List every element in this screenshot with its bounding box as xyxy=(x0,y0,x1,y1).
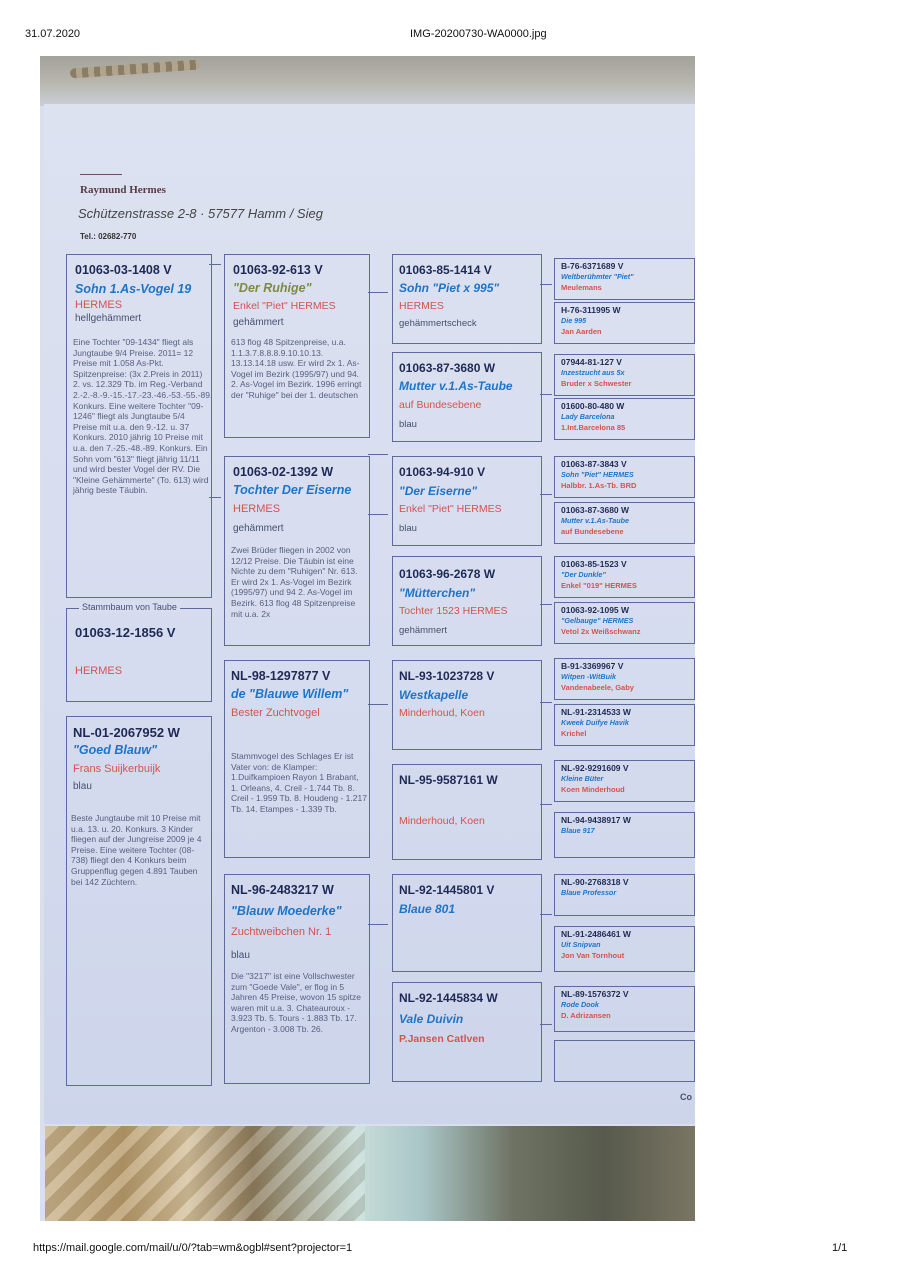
gg-box-15 xyxy=(554,986,695,1032)
gg-box-14 xyxy=(554,926,695,972)
father-father-owner: Enkel "Piet" HERMES xyxy=(233,300,336,312)
great-parent-box-5 xyxy=(392,660,542,750)
gg-box-12 xyxy=(554,812,695,858)
mother-mother-name: "Blauw Moederke" xyxy=(231,904,342,918)
father-father-ring: 01063-92-613 V xyxy=(233,263,323,277)
gg-box-13 xyxy=(554,874,695,916)
gg-ring: NL-91-2486461 W xyxy=(561,929,631,939)
father-father-name: "Der Ruhige" xyxy=(233,281,312,295)
print-date: 31.07.2020 xyxy=(25,28,81,40)
gg-line2: Kleine Büter xyxy=(561,774,604,783)
g4-owner: Tochter 1523 HERMES xyxy=(399,605,508,617)
gg-line2: Die 995 xyxy=(561,316,587,325)
gg-line3: Koen Minderhoud xyxy=(561,785,625,794)
gg-ring: B-76-6371689 V xyxy=(561,261,624,271)
gg-line3: Meulemans xyxy=(561,283,602,292)
g2-color: blau xyxy=(399,419,417,430)
gg-line2: Sohn "Piet" HERMES xyxy=(561,470,634,479)
subject-owner: HERMES xyxy=(75,665,123,677)
mother-color: blau xyxy=(73,781,92,792)
father-mother-color: gehämmert xyxy=(233,523,284,534)
mother-box xyxy=(66,716,212,1086)
g5-breeder: Minderhoud, Koen xyxy=(399,707,485,719)
subject-label: Stammbaum von Taube xyxy=(79,602,180,612)
gg-line2: Witpen -WitBuik xyxy=(561,672,616,681)
gg-line3: Krichel xyxy=(561,729,587,738)
print-page-number: 1/1 xyxy=(832,1242,848,1254)
gg-ring: 01063-87-3843 V xyxy=(561,459,627,469)
mother-father-box xyxy=(224,660,370,858)
connector-line xyxy=(368,514,388,515)
gg-box-4 xyxy=(554,398,695,440)
g5-name: Westkapelle xyxy=(399,688,469,702)
mother-mother-color: blau xyxy=(231,950,250,961)
gg-line3: Vetol 2x Weißschwanz xyxy=(561,627,641,636)
breeder-address: Schützenstrasse 2-8 · 57577 Hamm / Sieg xyxy=(78,206,323,221)
gg-line2: Mutter v.1.As-Taube xyxy=(561,516,630,525)
gg-ring: 07944-81-127 V xyxy=(561,357,622,367)
g1-ring: 01063-85-1414 V xyxy=(399,263,492,277)
great-parent-box-4 xyxy=(392,556,542,646)
father-box xyxy=(66,254,212,598)
mother-mother-note: Zuchtweibchen Nr. 1 xyxy=(231,926,332,938)
breeder-phone: Tel.: 02682-770 xyxy=(80,232,137,241)
father-mother-name: Tochter Der Eiserne xyxy=(233,483,352,497)
father-mother-box xyxy=(224,456,370,646)
father-father-description: 613 flog 48 Spitzenpreise, u.a. 1.1.3.7.8.8.8.9.10.10.13. 13.13.14.18 usw. Er wird 2x 1. As-Vogel im Bezirk (1995/97) und 94. 2. As-Vogel im Bezirk. 1996 erringt der "Ruhige" bei der 1. deutschen xyxy=(231,337,362,400)
g7-name: Blaue 801 xyxy=(399,902,456,916)
breeder-name: Raymund Hermes xyxy=(80,184,166,196)
father-ring: 01063-03-1408 V xyxy=(75,263,172,277)
father-owner: HERMES xyxy=(75,299,123,311)
pedigree-sheet xyxy=(44,104,695,1124)
gg-ring: NL-94-9438917 W xyxy=(561,815,631,825)
subject-box xyxy=(66,602,212,702)
gg-line2: Uit Snipvan xyxy=(561,940,601,949)
g4-ring: 01063-96-2678 W xyxy=(399,567,496,581)
gg-box-10 xyxy=(554,704,695,746)
connector-line xyxy=(368,704,388,705)
gg-ring: B-91-3369967 V xyxy=(561,661,624,671)
mother-father-name: de "Blauwe Willem" xyxy=(231,687,349,701)
g1-color: gehämmertscheck xyxy=(399,318,477,329)
g8-name: Vale Duivin xyxy=(399,1012,464,1026)
father-mother-ring: 01063-02-1392 W xyxy=(233,465,334,479)
subject-ring: 01063-12-1856 V xyxy=(75,625,176,640)
gg-line3: Enkel "019" HERMES xyxy=(561,581,637,590)
gg-ring: NL-90-2768318 V xyxy=(561,877,629,887)
gg-ring: NL-91-2314533 W xyxy=(561,707,631,717)
mother-breeder: Frans Suijkerbuijk xyxy=(73,763,161,775)
father-father-box xyxy=(224,254,370,438)
gg-line3: Halbbr. 1.As-Tb. BRD xyxy=(561,481,637,490)
gg-box-8 xyxy=(554,602,695,644)
g1-owner: HERMES xyxy=(399,300,444,312)
g1-name: Sohn "Piet x 995" xyxy=(399,281,500,295)
g2-note: auf Bundesebene xyxy=(399,399,482,411)
gg-line2: Lady Barcelona xyxy=(561,412,615,421)
great-parent-box-2 xyxy=(392,352,542,442)
mother-name: "Goed Blauw" xyxy=(73,743,158,757)
father-mother-description: Zwei Brüder fliegen in 2002 von 12/12 Preise. Die Täubin ist eine Nichte zu dem "Ruhigen" Nr. 613. Er wird 2x 1. As-Vogel im Bezirk (1995/97) und 94 2. As-Vogel im Bezirk. 613 flog 48 Spitzenpreise mit u.a. 2x xyxy=(231,545,358,619)
mother-ring: NL-01-2067952 W xyxy=(73,725,180,740)
gg-line3: Jon Van Tornhout xyxy=(561,951,625,960)
father-father-color: gehämmert xyxy=(233,317,284,328)
g3-name: "Der Eiserne" xyxy=(399,484,478,498)
g6-ring: NL-95-9587161 W xyxy=(399,773,498,787)
gg-ring: 01063-92-1095 W xyxy=(561,605,630,615)
g8-ring: NL-92-1445834 W xyxy=(399,991,498,1005)
gg-ring: H-76-311995 W xyxy=(561,305,621,315)
mother-father-description: Stammvogel des Schlages Er ist Vater von: de Klamper: 1.Duifkampioen Rayon 1 Brabant, 1. Orleans, 4. Creil - 1.744 Tb. 8. Creil - 1.959 Tb. 8. Houdeng - 1.217 Tb. 14. Etampes - 1.339 Tb. xyxy=(231,751,367,814)
connector-line xyxy=(368,292,388,293)
mother-father-ring: NL-98-1297877 V xyxy=(231,669,331,683)
gg-line2: Blaue Professor xyxy=(561,888,617,897)
g3-ring: 01063-94-910 V xyxy=(399,465,486,479)
gg-line3: Vandenabeele, Gaby xyxy=(561,683,634,692)
g4-name: "Mütterchen" xyxy=(399,586,476,600)
great-parent-box-3 xyxy=(392,456,542,546)
father-mother-owner: HERMES xyxy=(233,503,281,515)
g3-owner: Enkel "Piet" HERMES xyxy=(399,503,502,515)
gg-box-9 xyxy=(554,658,695,700)
father-color: hellgehämmert xyxy=(75,313,142,324)
g7-ring: NL-92-1445801 V xyxy=(399,883,495,897)
print-filename: IMG-20200730-WA0000.jpg xyxy=(410,28,547,40)
g3-color: blau xyxy=(399,523,417,534)
gg-ring: 01063-85-1523 V xyxy=(561,559,627,569)
g2-ring: 01063-87-3680 W xyxy=(399,361,496,375)
gg-box-11 xyxy=(554,760,695,802)
gg-line3: D. Adrizansen xyxy=(561,1011,611,1020)
gg-line2: Inzestzucht aus 5x xyxy=(561,368,625,377)
g2-name: Mutter v.1.As-Taube xyxy=(399,379,513,393)
gg-ring: 01063-87-3680 W xyxy=(561,505,630,515)
gg-box-1 xyxy=(554,258,695,300)
connector-line xyxy=(368,924,388,925)
gg-ring: 01600-80-480 W xyxy=(561,401,625,411)
gg-line2: "Der Dunkle" xyxy=(561,570,606,579)
g6-breeder: Minderhoud, Koen xyxy=(399,815,485,827)
great-parent-box-8 xyxy=(392,982,542,1082)
mother-mother-description: Die "3217" ist eine Vollschwester zum "Goede Vale", er flog in 5 Jahren 45 Preise, wovon 15 spitze waren mit u.a. 3. Chateauroux - 3.923 Tb. 5. Tours - 1.883 Tb. 17. Argenton - 3.008 Tb. 26. xyxy=(231,971,361,1034)
gg-box-3 xyxy=(554,354,695,396)
gg-line3: 1.Int.Barcelona 85 xyxy=(561,423,626,432)
g8-breeder: P.Jansen Catlven xyxy=(399,1033,485,1045)
mother-description: Beste Jungtaube mit 10 Preise mit u.a. 13. u. 20. Konkurs. 3 Kinder fliegen auf der Jungreise 2009 je 4 Preise. Eine weitere Tochter (08-738) fliegt den 4 Konkurs beim Gruppenflug gegen 4.891 Tauben bei 142 Züchtern. xyxy=(71,813,202,887)
gg-ring: NL-89-1576372 V xyxy=(561,989,629,999)
print-url: https://mail.google.com/mail/u/0/?tab=wm&ogbl#sent?projector=1 xyxy=(33,1242,353,1254)
mother-mother-ring: NL-96-2483217 W xyxy=(231,883,334,897)
header-rule xyxy=(80,174,122,175)
gg-line2: Blaue 917 xyxy=(561,826,595,835)
gg-line2: Weltberühmter "Piet" xyxy=(561,272,634,281)
document-photo xyxy=(40,56,695,1221)
mother-mother-box xyxy=(224,874,370,1084)
connector-line xyxy=(368,454,388,455)
father-description: Eine Tochter "09-1434" fliegt als Jungtaube 9/4 Preise. 2011= 12 Preise mit 1.058 As-Pkt. Spitzenpreise: (3x 2.Preis in 2011) 2. vs. 12.329 Tb. im Reg.-Verband 2.-2.-8.-9.-15.-17.-23.-46.-53.-55.-89. Konkurs. Eine weitere Tochter "09-1246" fliegt als Jungtaube 5/4 Preise mit u.a. den 9.-12. u. 37 Konkurs. 2010 jährig 10 Preise mit u.a. den 7.-25.-48.-89. Konkurs. Ein Sohn vom "613" fliegt jährig 11/11 und wird bester Vogel der RV. Die "Kleine Gehämmerte" (To. 613) wird jährig beste Täubin. xyxy=(73,337,213,496)
gg-box-6 xyxy=(554,502,695,544)
gg-line3: Jan Aarden xyxy=(561,327,602,336)
gg-box-16 xyxy=(554,1040,695,1082)
g4-color: gehämmert xyxy=(399,625,448,636)
corner-text: Co xyxy=(680,1092,692,1102)
great-parent-box-1 xyxy=(392,254,542,344)
great-parent-box-6 xyxy=(392,764,542,860)
gg-line3: auf Bundesebene xyxy=(561,527,624,536)
great-parent-box-7 xyxy=(392,874,542,972)
gg-line2: "Gelbauge" HERMES xyxy=(561,616,634,625)
mother-father-note: Bester Zuchtvogel xyxy=(231,707,320,719)
g5-ring: NL-93-1023728 V xyxy=(399,669,495,683)
gg-box-5 xyxy=(554,456,695,498)
photo-texture xyxy=(45,1126,365,1221)
gg-line3: Bruder x Schwester xyxy=(561,379,632,388)
gg-box-7 xyxy=(554,556,695,598)
gg-line2: Kweek Duifye Havik xyxy=(561,718,629,727)
gg-box-2 xyxy=(554,302,695,344)
gg-line2: Rode Dook xyxy=(561,1000,599,1009)
gg-ring: NL-92-9291609 V xyxy=(561,763,629,773)
father-name: Sohn 1.As-Vogel 19 xyxy=(75,282,192,296)
